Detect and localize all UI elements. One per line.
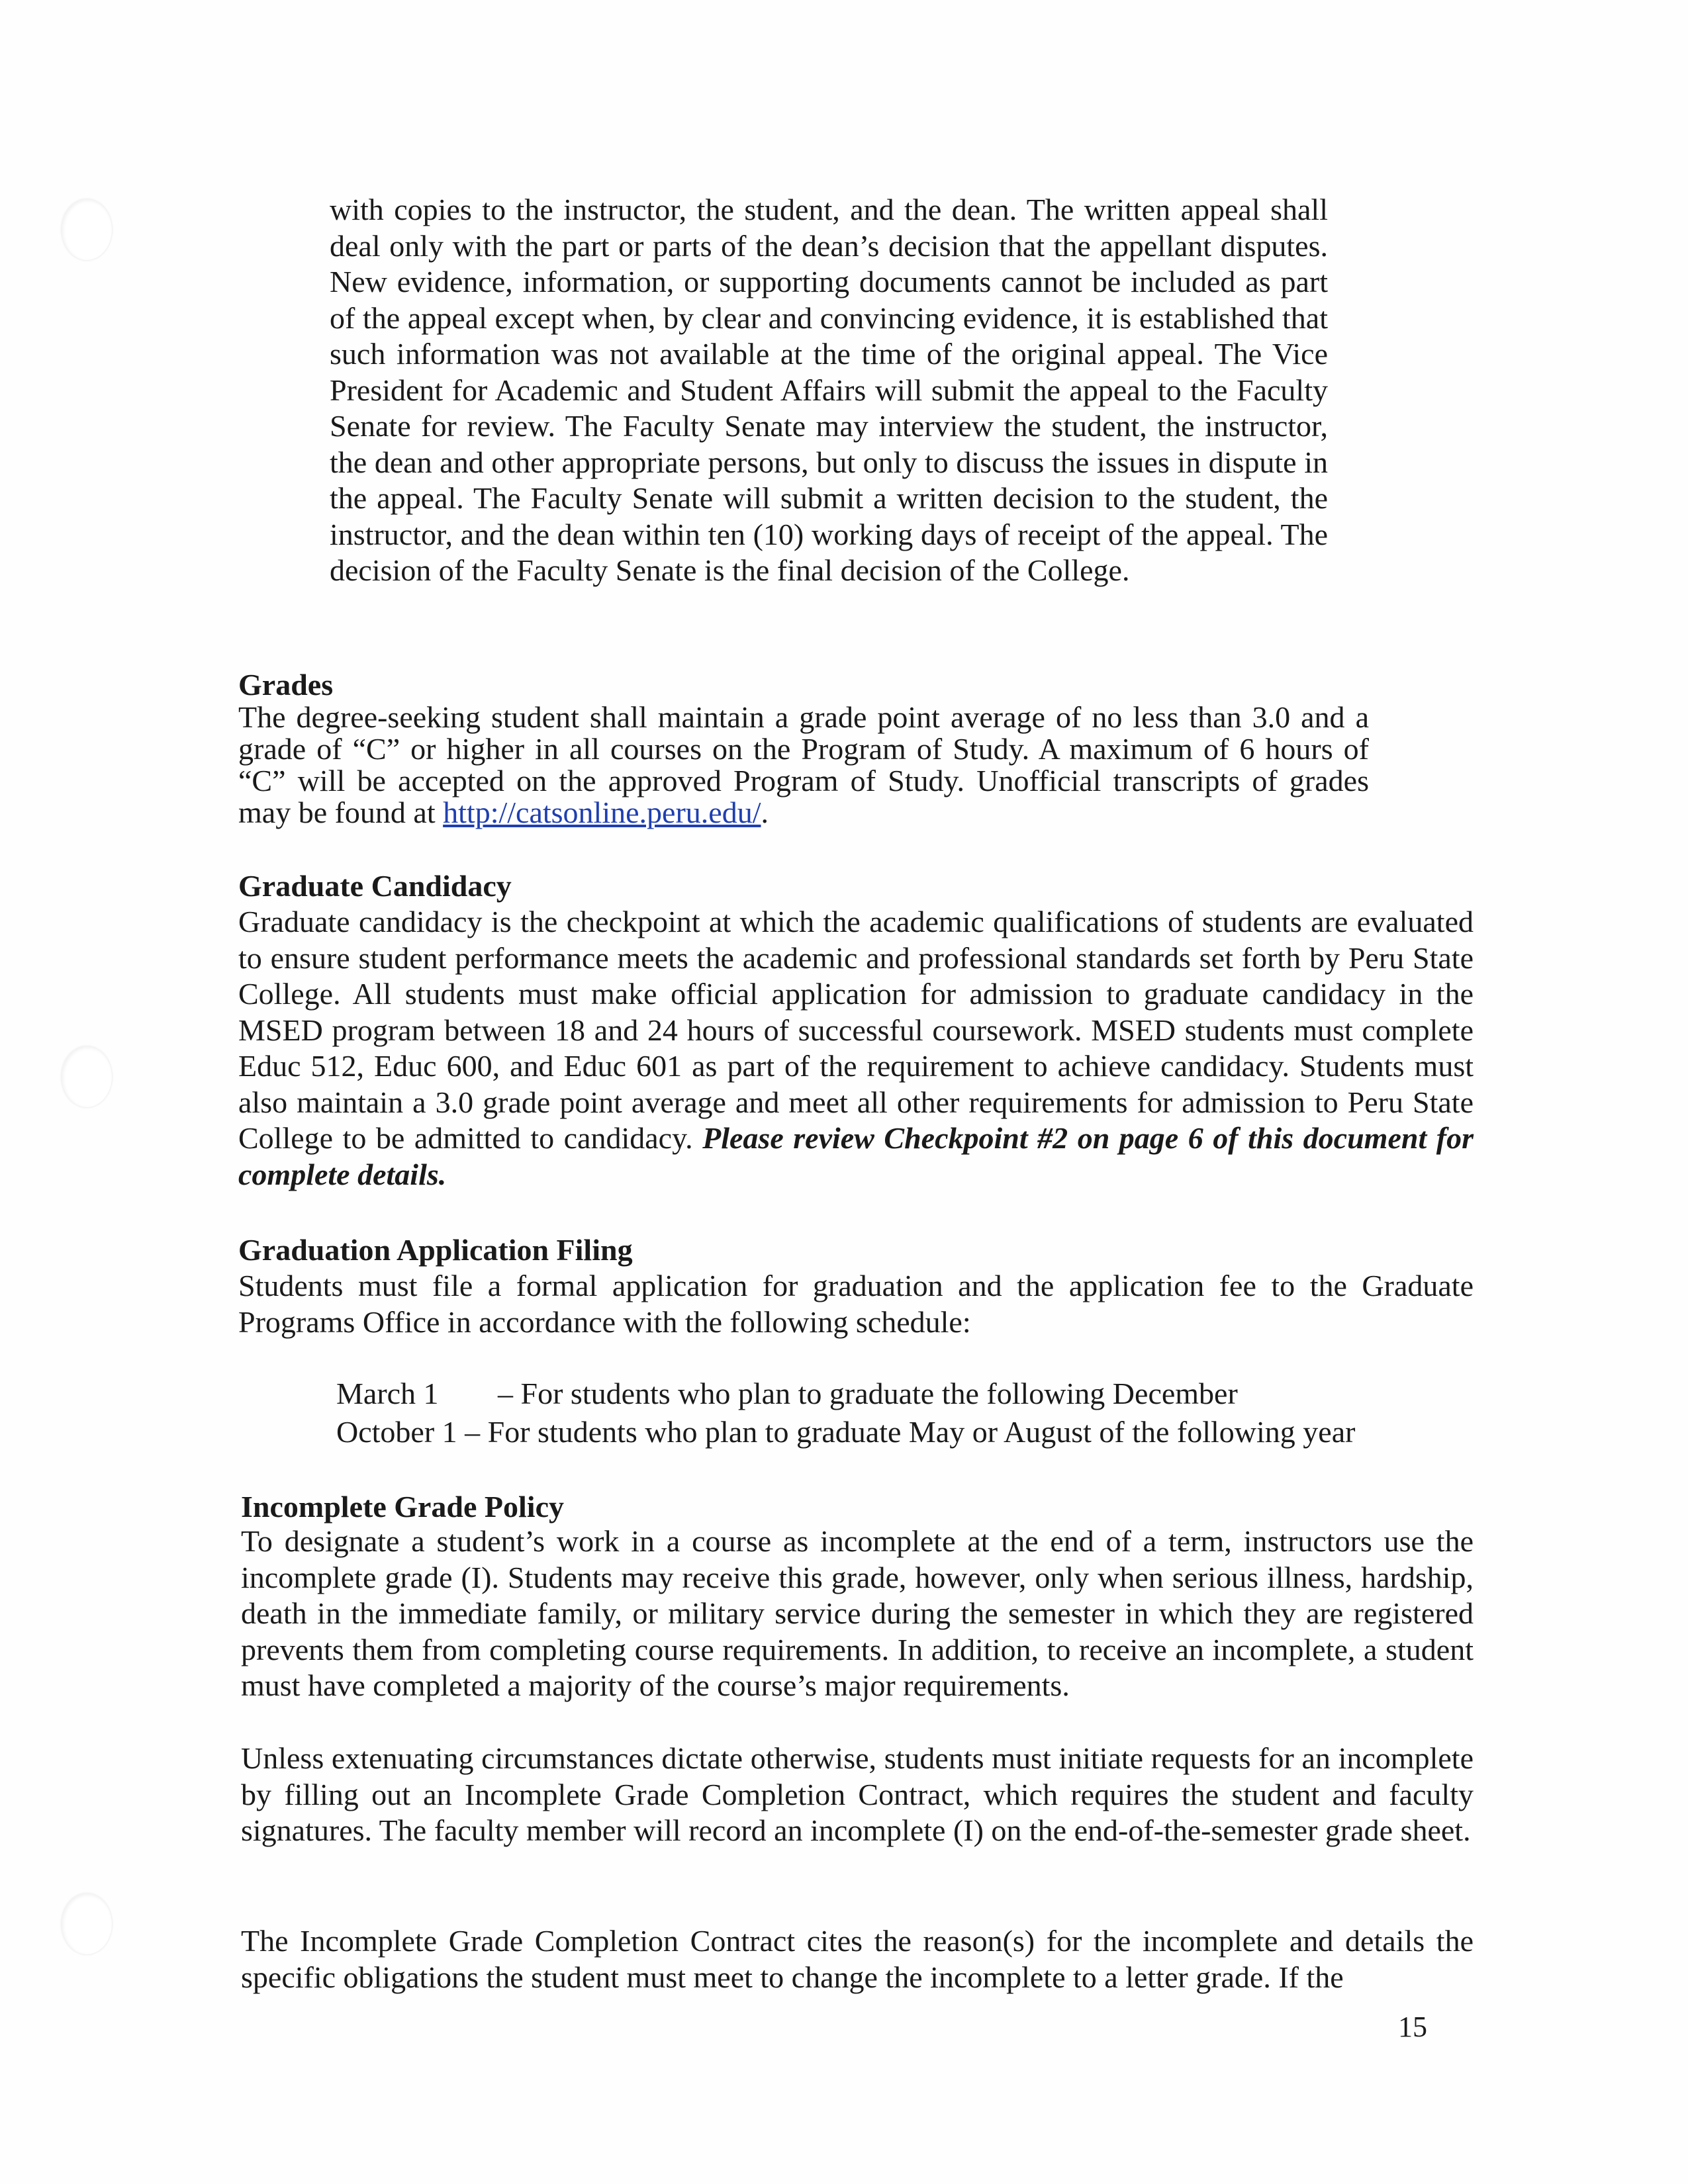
schedule-description: – For students who plan to graduate the following December xyxy=(498,1377,1238,1410)
schedule-date: October 1 xyxy=(336,1415,457,1449)
incomplete-policy-paragraph-1: To designate a student’s work in a course as incomplete at the end of a term, instructors use the incomplete grade (I). Students may receive this grade, however, only when serious illness, hardship, death in the immediate family, or military service during the semester in which they are registered prevents them from completing course requirements. In addition, to receive an incomplete, a student must have completed a majority of the course’s major requirements. xyxy=(241,1524,1474,1702)
graduation-application-paragraph: Students must file a formal application for graduation and the application fee to the Graduate Programs Office in accordance with the following schedule: xyxy=(238,1269,1474,1339)
page-number: 15 xyxy=(1398,2011,1427,2043)
grades-body-text: The degree-seeking student shall maintain a grade point average of no less than 3.0 and a grade of “C” or higher in all courses on the Program of Study. A maximum of 6 hours of “C” will be accepted on the approved Program of Study. Unofficial transcripts of grades may be found at xyxy=(238,700,1369,829)
incomplete-policy-paragraph-3: The Incomplete Grade Completion Contract cites the reason(s) for the incomplete and details the specific obligations the student must meet to change the incomplete to a letter grade. If the xyxy=(241,1924,1474,1994)
schedule-row-march xyxy=(336,1375,1238,1412)
incomplete-grade-policy-heading: Incomplete Grade Policy xyxy=(241,1490,565,1524)
schedule-date: March 1 xyxy=(336,1377,439,1410)
incomplete-policy-paragraph-2: Unless extenuating circumstances dictate otherwise, students must initiate requests for an incomplete by filling out an Incomplete Grade Completion Contract, which requires the student and faculty signatures. The faculty member will record an incomplete (I) on the end-of-the-semester grade sheet. xyxy=(241,1741,1474,1847)
graduation-application-heading: Graduation Application Filing xyxy=(238,1233,633,1267)
grades-paragraph xyxy=(238,702,1369,829)
appeal-continuation-paragraph: with copies to the instructor, the student, and the dean. The written appeal shall deal only with the part or parts of the dean’s decision that the appellant disputes. New evidence, information, or supporting documents cannot be included as part of the appeal except when, by clear and convincing evidence, it is established that such information was not available at the time of the original appeal. The Vice President for Academic and Student Affairs will submit the appeal to the Faculty Senate for review. The Faculty Senate may interview the student, the instructor, the dean and other appropriate persons, but only to discuss the issues in dispute in the appeal. The Faculty Senate will submit a written decision to the student, the instructor, and the dean within ten (10) working days of receipt of the appeal. The decision of the Faculty Senate is the final decision of the College. xyxy=(330,193,1328,587)
schedule-row-october xyxy=(336,1414,1355,1451)
graduate-candidacy-paragraph xyxy=(238,904,1474,1193)
candidacy-body-text: Graduate candidacy is the checkpoint at which the academic qualifications of students are evaluated to ensure student performance meets the academic and professional standards set forth by Peru State College. All students must make official application for admission to graduate candidacy in the MSED program between 18 and 24 hours of successful coursework. MSED students must complete Educ 512, Educ 600, and Educ 601 as part of the requirement to achieve candidacy. Students must also maintain a 3.0 grade point average and meet all other requirements for admission to Peru State College to be admitted to candidacy. xyxy=(238,905,1474,1155)
grades-heading: Grades xyxy=(238,668,334,702)
punch-hole-top xyxy=(61,199,113,261)
catsonline-link[interactable]: http://catsonline.peru.edu/ xyxy=(443,796,761,829)
grades-body-end: . xyxy=(761,796,769,829)
candidacy-checkpoint-note: Please review Checkpoint #2 on page 6 of this document for complete details. xyxy=(238,1121,1474,1191)
punch-hole-bottom xyxy=(61,1893,113,1955)
schedule-description: – For students who plan to graduate May or August of the following year xyxy=(465,1415,1356,1449)
graduate-candidacy-heading: Graduate Candidacy xyxy=(238,869,512,903)
punch-hole-middle xyxy=(61,1046,113,1108)
